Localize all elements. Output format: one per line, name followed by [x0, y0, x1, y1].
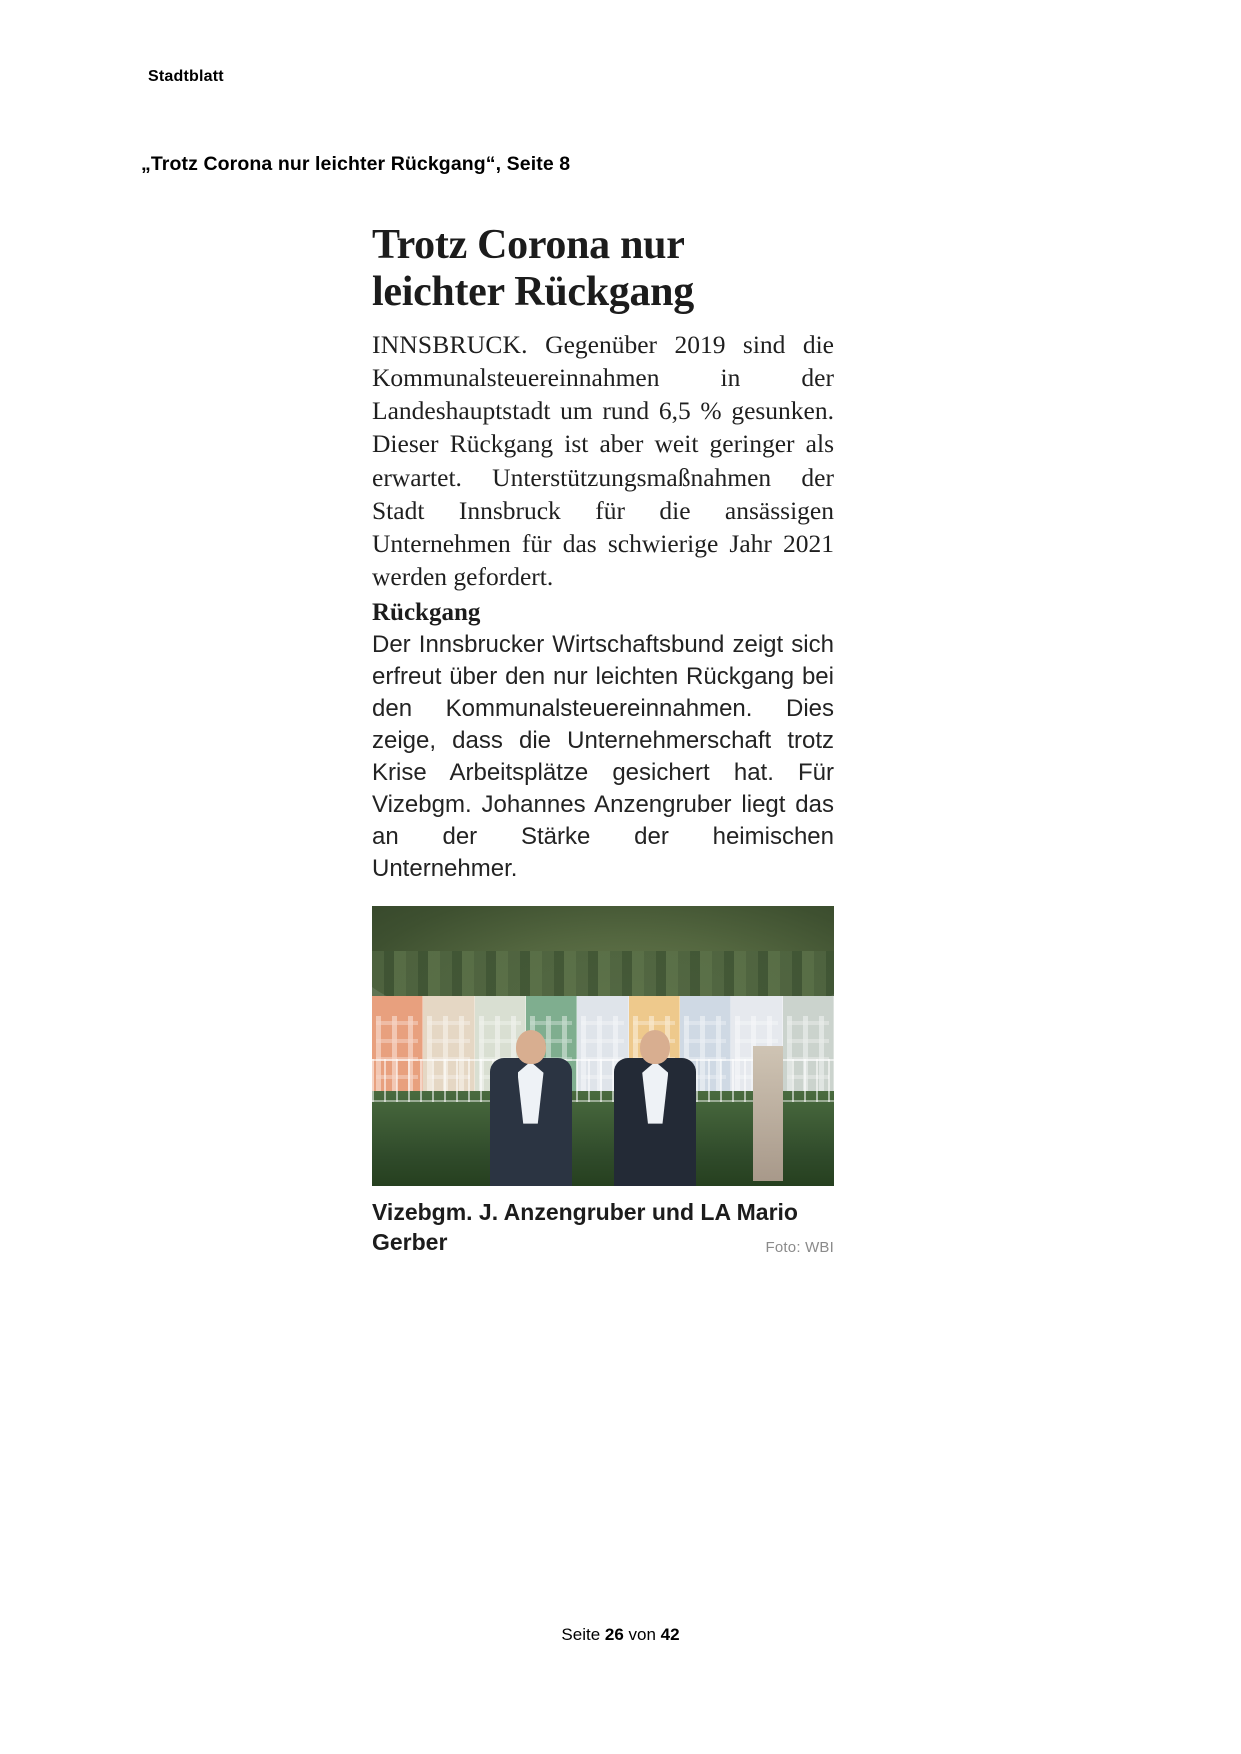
clipping-body-first: Gegenüber 2019 sind die Kommunalsteuereinnahmen in der Landeshauptstadt um rund 6,5 % gesunken. Dieser Rückgang ist aber weit geringer als erwartet. Unterstützungsmaßnahmen der Stadt Innsbruck für die ansässigen Unternehmen für das schwierige Jahr 2021 werden gefordert.: [372, 330, 834, 592]
clipping-headline: [372, 222, 834, 316]
page-title: „Trotz Corona nur leichter Rückgang“, Seite 8: [141, 153, 571, 175]
photo-person-head: [516, 1030, 546, 1064]
clipping-photo: [372, 906, 834, 1186]
photo-credit: Foto: WBI: [765, 1239, 834, 1257]
photo-caption-text: Vizebgm. J. Anzengruber und LA Mario Gerber: [372, 1199, 798, 1255]
clipping-headline-line2: leichter Rückgang: [372, 269, 694, 316]
footer-current-page: 26: [604, 1625, 624, 1644]
footer-total-pages: 42: [660, 1625, 680, 1644]
news-clipping: [372, 222, 834, 1257]
clipping-second-paragraph: Der Innsbrucker Wirtschaftsbund zeigt sich erfreut über den nur leichten Rückgang bei den Kommunalsteuereinnahmen. Dies zeige, dass die Unternehmerschaft trotz Krise Arbeitsplätze gesichert hat. Für Vizebgm. Johannes Anzengruber liegt das an der Stärke der heimischen Unternehmer.: [372, 631, 834, 882]
footer-middle: von: [623, 1625, 661, 1644]
photo-pillar: [753, 1046, 783, 1180]
clipping-headline-line1: Trotz Corona nur: [372, 222, 685, 268]
clipping-subheading: Rückgang: [372, 599, 481, 627]
document-source-label: Stadtblatt: [148, 68, 224, 85]
photo-person-head: [640, 1030, 670, 1064]
clipping-lead-paragraph: [372, 328, 834, 593]
photo-person-right: [612, 1030, 698, 1187]
footer-prefix: Seite: [561, 1625, 605, 1644]
photo-person-left: [488, 1030, 574, 1187]
clipping-lead-city: INNSBRUCK.: [372, 330, 528, 360]
photo-caption: [372, 1198, 834, 1257]
page-footer: [0, 1625, 1241, 1645]
